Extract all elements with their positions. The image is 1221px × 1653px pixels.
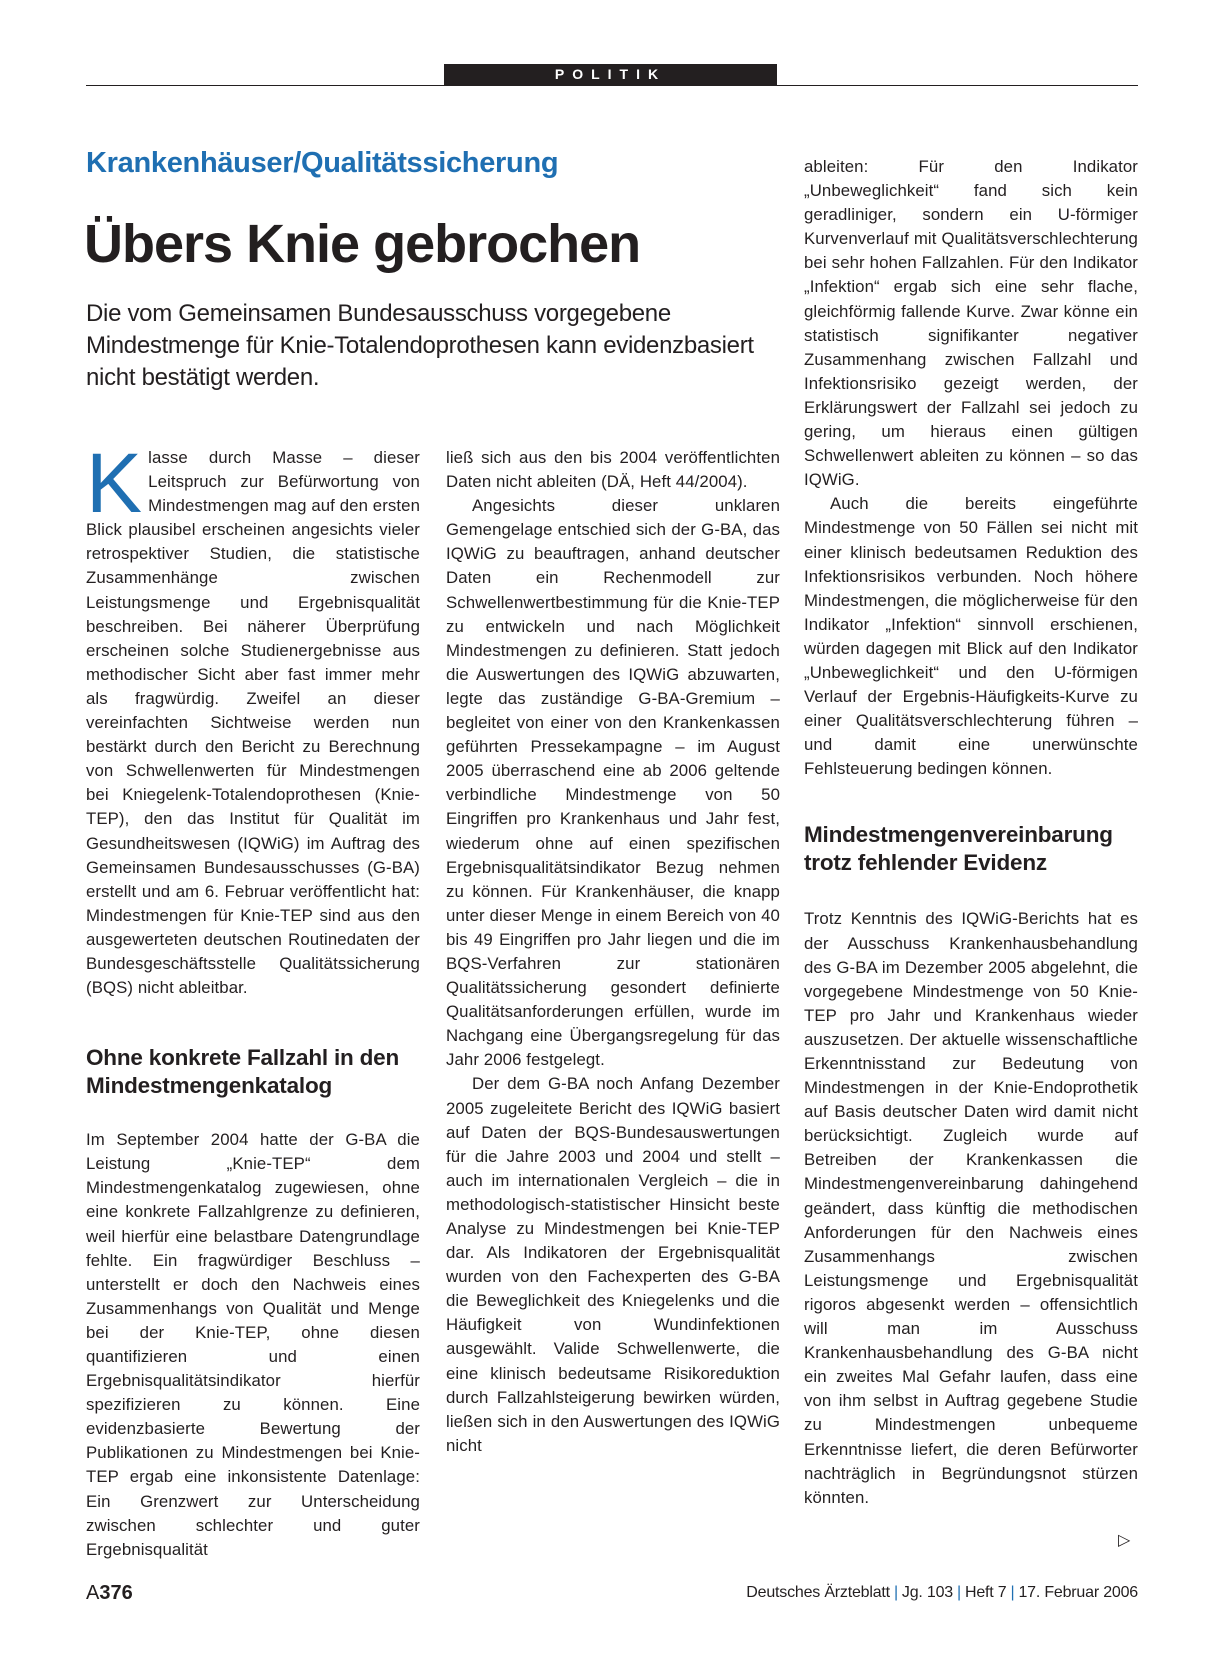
paragraph-text: lasse durch Masse – dieser Leitspruch zur Befürwortung von Mindestmengen mag auf den ersten Blick plausibel erscheinen angesichts vieler retrospektiver Studien, die statistische Zusammenhänge zwischen Leistungsmenge und Ergebnisqualität beschreiben. Bei näherer Überprüfung erscheinen solche Studienergebnisse aus methodischer Sicht aber fast immer mehr als fragwürdig. Zweifel an dieser vereinfachten Sichtweise werden nun bestärkt durch den Bericht zu Berechnung von Schwellenwerten für Mindestmengen bei Kniegelenk-Totalendoprothesen (Knie-TEP), den das Institut für Qualität im Gesundheitswesen (IQWiG) im Auftrag des Gemeinsamen Bundesausschusses (G-BA) erstellt und am 6. Februar veröffentlicht hat: Mindestmengen für Knie-TEP sind aus den ausgewerteten deutschen Routinedaten der Bundesgeschäftsstelle Qualitätssicherung (BQS) nicht ableitbar. [86, 448, 421, 998]
article-column-2 [446, 446, 780, 1458]
article-column-3 [804, 155, 1138, 1510]
subheading: Ohne konkrete Fallzahl in den Mindestmengenkatalog [86, 1045, 400, 1099]
divider: | [957, 1584, 961, 1601]
page-prefix: A [86, 1582, 100, 1604]
journal-name: Deutsches Ärzteblatt [746, 1584, 890, 1601]
volume: Jg. 103 [901, 1584, 953, 1601]
article-headline: Übers Knie gebrochen [84, 214, 641, 274]
paragraph: Auch die bereits eingeführte Mindestmenge von 50 Fällen sei nicht mit einer klinisch bedeutsamen Reduktion des Infektionsrisikos verbunden. Noch höhere Mindestmengen, die möglicherweise für den Indikator „Infektion“ sinnvoll erschienen, würden dagegen mit Blick auf den Indikator „Unbeweglichkeit“ und den U-förmigen Verlauf der Ergebnis-Häufigkeits-Kurve zu einer Qualitätsverschlechterung führen – und damit eine unerwünschte Fehlsteuerung bedingen können. [804, 494, 1138, 779]
header-rule [86, 85, 1138, 86]
article-lead: Die vom Gemeinsamen Bundesausschuss vorgegebene Mindestmenge für Knie-Totalendoprothesen kann evidenzbasiert nicht bestätigt werden. [86, 300, 754, 391]
paragraph: ableiten: Für den Indikator „Unbeweglichkeit“ fand sich kein geradliniger, sondern ein U-förmiger Kurvenverlauf mit Qualitätsverschlechterung bei sehr hohen Fallzahlen. Für den Indikator „Infektion“ ergab sich eine sehr flache, gleichförmig fallende Kurve. Zwar könne ein statistisch signifikanter negativer Zusammenhang zwischen Fallzahl und Infektionsrisiko gezeigt werden, der Erklärungswert der Fallzahl sei jedoch zu gering, um hieraus einen gültigen Schwellenwert ableiten zu können – so das IQWiG. [804, 157, 1138, 490]
continue-arrow-icon: ▷ [1118, 1532, 1131, 1549]
subheading: Mindestmengenvereinbarung trotz fehlender Evidenz [804, 822, 1113, 876]
paragraph: Im September 2004 hatte der G-BA die Leistung „Knie-TEP“ dem Mindestmengenkatalog zugewiesen, ohne eine konkrete Fallzahlgrenze zu definieren, weil hierfür eine belastbare Datengrundlage fehlte. Ein fragwürdiger Beschluss – unterstellt er doch den Nachweis eines Zusammenhangs von Qualität und Menge bei der Knie-TEP, ohne diesen quantifizieren und einen Ergebnisqualitätsindikator hierfür spezifizieren zu können. Eine evidenzbasierte Bewertung der Publikationen zu Mindestmengen bei Knie-TEP ergab eine inkonsistente Datenlage: Ein Grenzwert zur Unterscheidung zwischen schlechter und guter Ergebnisqualität [86, 1130, 420, 1559]
issue: Heft 7 [964, 1584, 1007, 1601]
paragraph: Trotz Kenntnis des IQWiG-Berichts hat es der Ausschuss Krankenhausbehandlung des G-BA im Dezember 2005 abgelehnt, die vorgegebene Mindestmenge von 50 Knie-TEP pro Jahr und Krankenhaus wieder auszusetzen. Der aktuelle wissenschaftliche Erkenntnisstand zur Bedeutung von Mindestmengen in der Knie-Endoprothetik auf Basis deutscher Daten wird damit nicht berücksichtigt. Zugleich wurde auf Betreiben der Krankenkassen die Mindestmengenvereinbarung dahingehend geändert, dass künftig die methodischen Anforderungen für den Nachweis eines Zusammenhangs zwischen Leistungsmenge und Ergebnisqualität rigoros abgesenkt werden – offensichtlich will man im Ausschuss Krankenhausbehandlung des G-BA nicht ein zweites Mal Gefahr laufen, dass eine von ihm selbst in Auftrag gegebene Studie zu Mindestmengen unbequeme Erkenntnisse liefert, die deren Befürworter nachträglich in Begründungsnot stürzen könnten. [804, 909, 1138, 1507]
divider: | [893, 1584, 898, 1601]
issue-date: 17. Februar 2006 [1018, 1584, 1138, 1601]
article-column-1 [86, 436, 421, 1562]
divider: | [1010, 1584, 1015, 1601]
page-number-value: 376 [99, 1582, 133, 1604]
article-kicker: Krankenhäuser/Qualitätssicherung [86, 147, 559, 179]
footer-source [746, 1584, 1138, 1602]
page-number [86, 1582, 133, 1605]
paragraph: ließ sich aus den bis 2004 veröffentlichten Daten nicht ableiten (DÄ, Heft 44/2004). [446, 448, 780, 492]
paragraph: Der dem G-BA noch Anfang Dezember 2005 zugeleitete Bericht des IQWiG basiert auf Daten der BQS-Bundesauswertungen für die Jahre 2003 und 2004 und stellt – auch im internationalen Vergleich – die in methodologisch-statistischer Hinsicht beste Analyse zu Mindestmengen bei Knie-TEP dar. Als Indikatoren der Ergebnisqualität wurden von den Fachexperten des G-BA die Beweglichkeit des Kniegelenks und die Häufigkeit von Wundinfektionen ausgewählt. Valide Schwellenwerte, die eine klinisch bedeutsame Risikoreduktion durch Fallzahlsteigerung bewirken würden, ließen sich in den Auswertungen des IQWiG nicht [446, 1074, 780, 1455]
dropcap: K [86, 436, 143, 530]
paragraph [86, 436, 421, 1000]
paragraph: Angesichts dieser unklaren Gemengelage entschied sich der G-BA, das IQWiG zu beauftragen, anhand deutscher Daten ein Rechenmodell zur Schwellenwertbestimmung für die Knie-TEP zu entwickeln und nach Möglichkeit Mindestmengen zu definieren. Statt jedoch die Auswertungen des IQWiG abzuwarten, legte das zuständige G-BA-Gremium – begleitet von einer von den Krankenkassen geführten Pressekampagne – im August 2005 überraschend eine ab 2006 geltende verbindliche Mindestmenge von 50 Eingriffen pro Krankenhaus und Jahr fest, wiederum ohne auf einen spezifischen Ergebnisqualitätsindikator Bezug nehmen zu können. Für Krankenhäuser, die knapp unter dieser Menge in einem Bereich von 40 bis 49 Eingriffen pro Jahr liegen und die im BQS-Verfahren zur stationären Qualitätssicherung gesondert definierte Qualitätsanforderungen erfüllen, wurde im Nachgang eine Übergangsregelung für das Jahr 2006 festgelegt. [446, 496, 780, 1070]
section-label: POLITIK [444, 64, 777, 85]
